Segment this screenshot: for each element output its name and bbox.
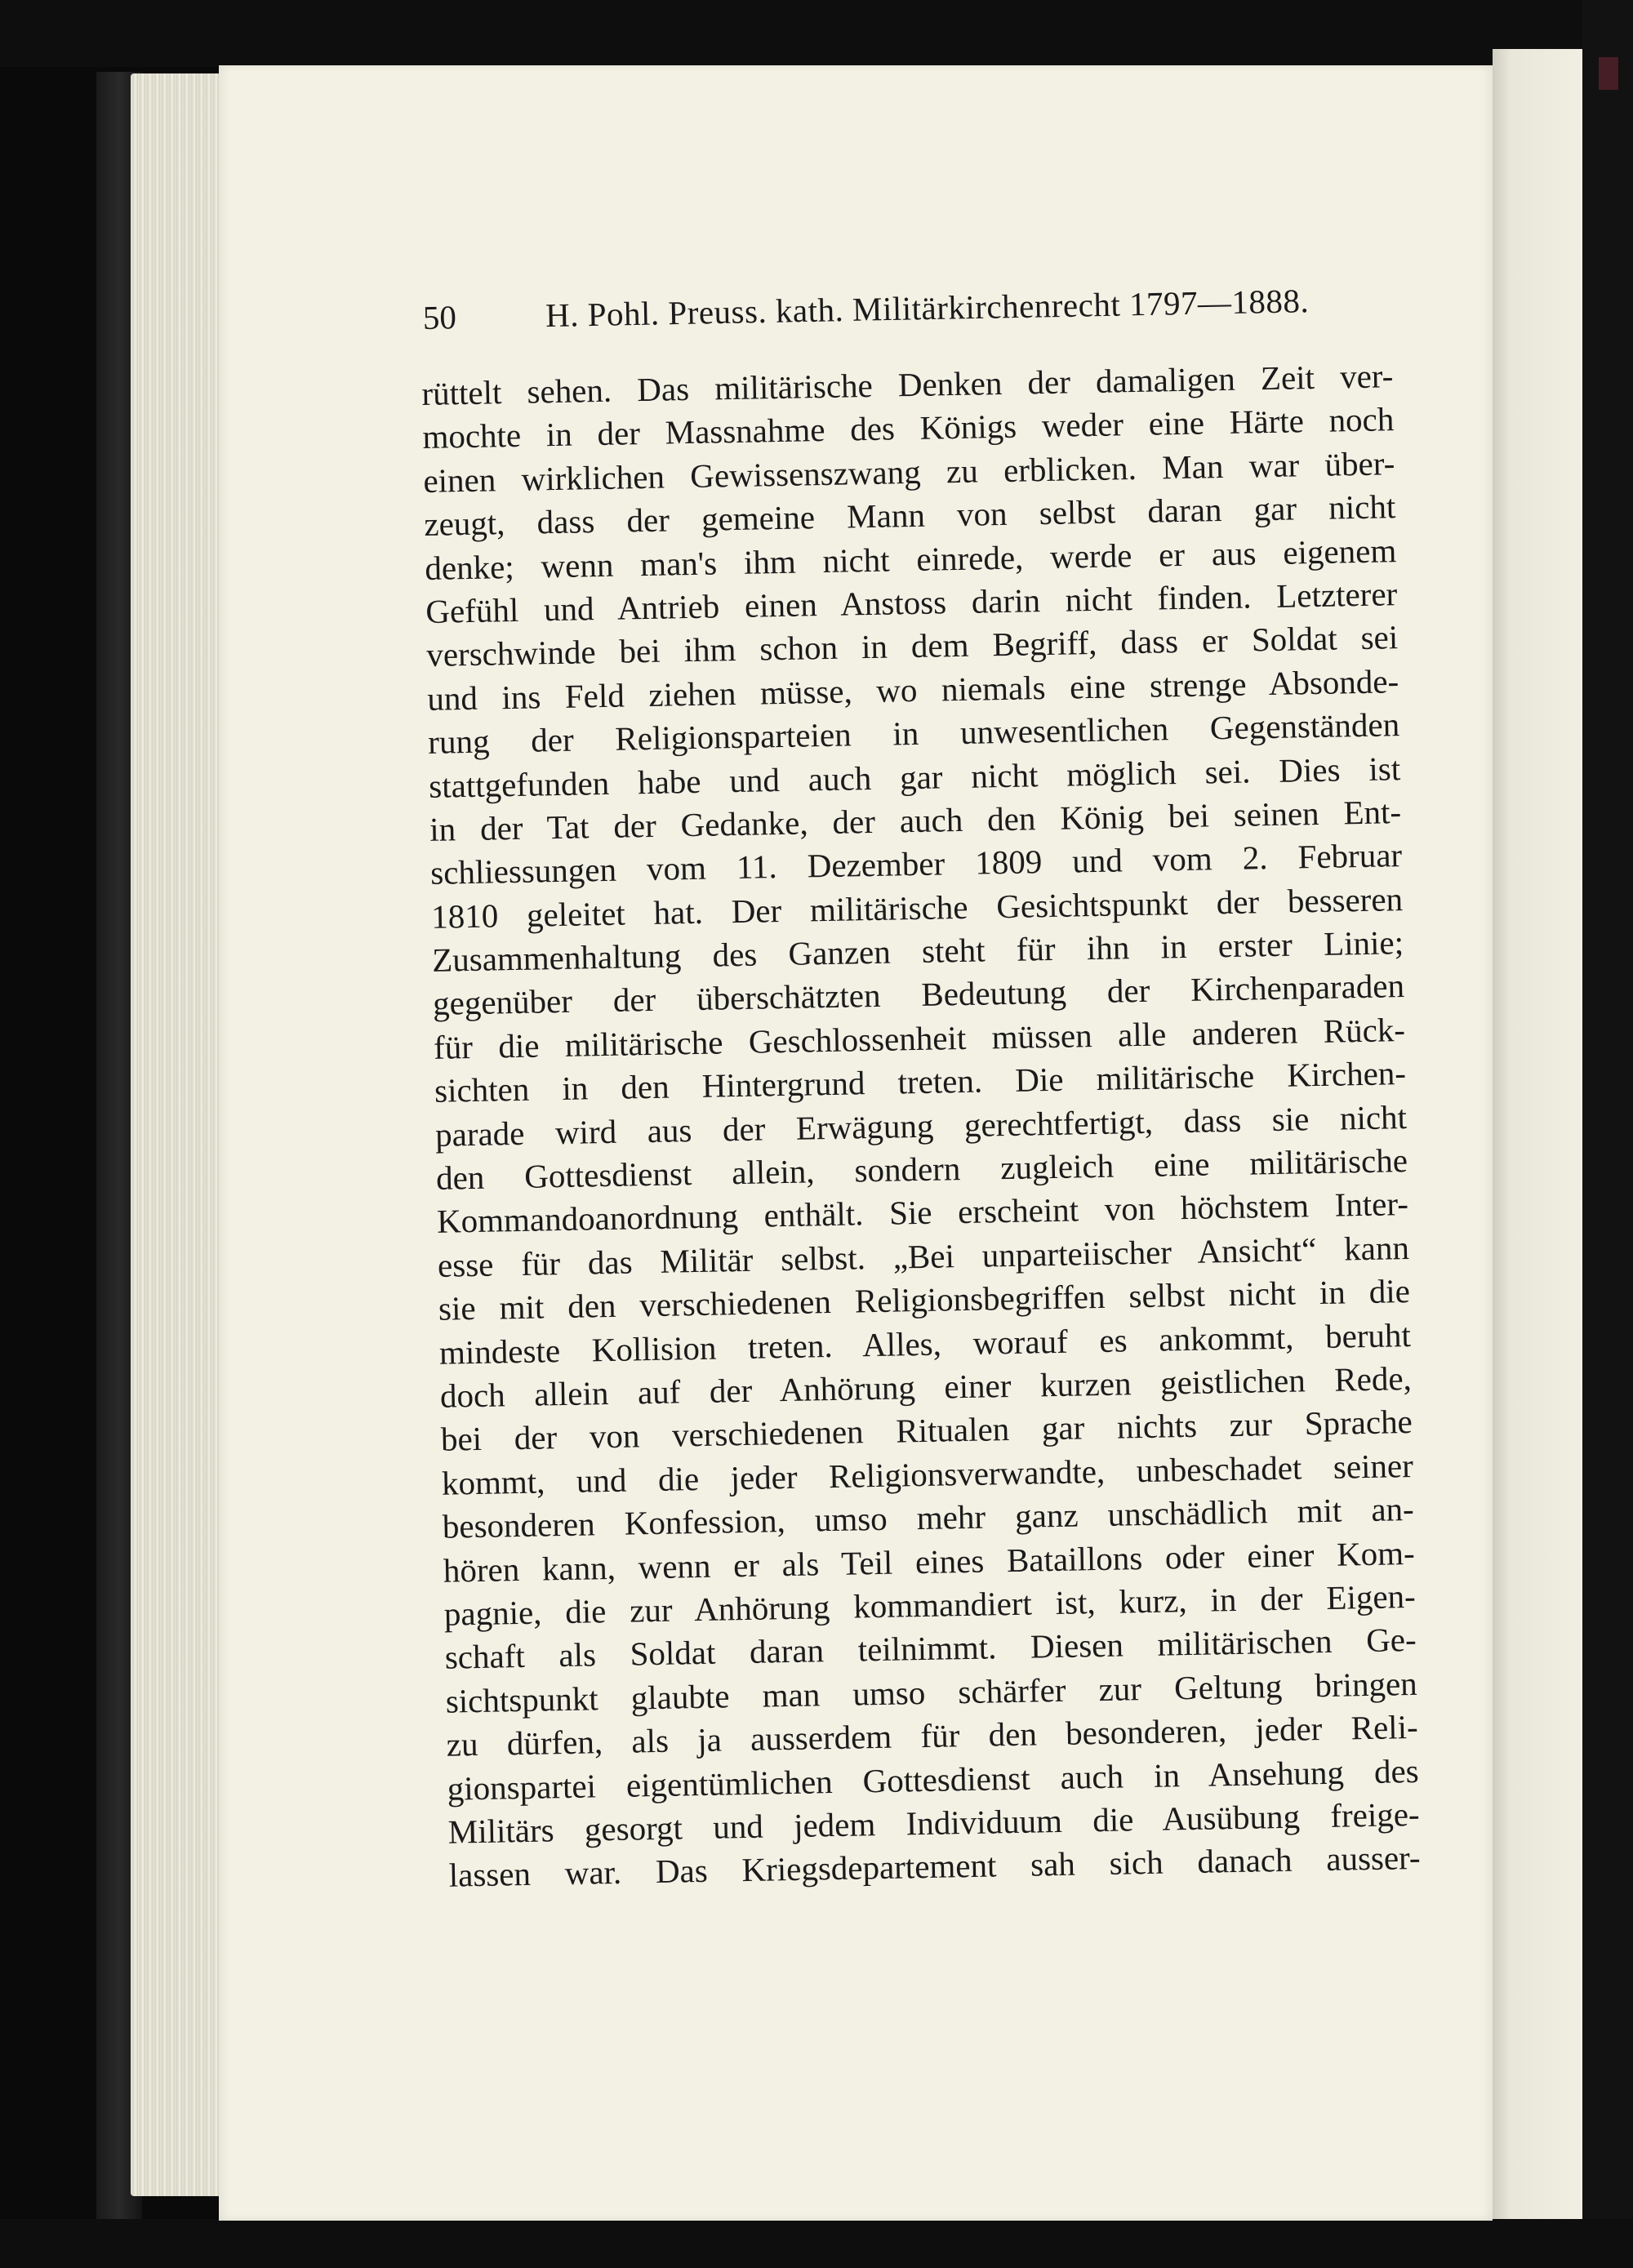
text-line: schaft als Soldat daran teilnimmt. Diesen militärischen Ge- <box>444 1621 1417 1677</box>
text-line: gionspartei eigentümlichen Gottesdienst auch in Ansehung des <box>447 1751 1420 1808</box>
text-line: für die militärische Geschlossenheit müssen alle anderen Rück- <box>433 1010 1406 1066</box>
text-line: stattgefunden habe und auch gar nicht möglich sei. Dies ist <box>428 749 1401 805</box>
text-line: Gefühl und Antrieb einen Anstoss darin nicht finden. Letzterer <box>425 575 1398 630</box>
text-line: lassen war. Das Kriegsdepartement sah sich danach ausser- <box>448 1839 1421 1894</box>
text-line: esse für das Militär selbst. „Bei unparteiischer Ansicht“ kann <box>437 1228 1410 1284</box>
text-line: zu dürfen, als ja ausserdem für den besonderen, jeder Reli- <box>446 1708 1419 1763</box>
header-title: H. Pohl. Preuss. kath. Militärkirchenrecht 1797—1888. <box>545 282 1310 335</box>
text-line: doch allein auf der Anhörung einer kurzen geistlichen Rede, <box>439 1359 1413 1415</box>
text-line: kommt, und die jeder Religionsverwandte, unbeschadet seiner <box>441 1446 1414 1502</box>
text-line: schliessungen vom 11. Dezember 1809 und vom 2. Februar <box>429 836 1403 892</box>
scan-background-top <box>0 0 1633 67</box>
text-line: mochte in der Massnahme des Königs weder eine Härte noch <box>422 400 1395 456</box>
text-line: sichtspunkt glaubte man umso schärfer zur Geltung bringen <box>445 1664 1418 1720</box>
bookmark-ribbon <box>1599 57 1618 90</box>
text-line: sichten in den Hintergrund treten. Die militärische Kirchen- <box>434 1054 1407 1110</box>
text-line: sie mit den verschiedenen Religionsbegriffen selbst nicht in die <box>438 1272 1411 1328</box>
text-line: mindeste Kollision treten. Alles, worauf es ankommt, beruht <box>438 1315 1412 1372</box>
text-line: Zusammenhaltung des Ganzen steht für ihn in erster Linie; <box>431 923 1404 979</box>
text-line: und ins Feld ziehen müsse, wo niemals eine strenge Absonde- <box>426 661 1399 718</box>
text-line: verschwinde bei ihm schon in dem Begriff, dass er Soldat sei <box>425 618 1399 674</box>
text-line: den Gottesdienst allein, sondern zugleich eine militärische <box>435 1141 1408 1197</box>
next-page-edge <box>1493 49 1582 2221</box>
body-text <box>421 354 1421 1897</box>
text-line: rung der Religionsparteien in unwesentlichen Gegenständen <box>427 705 1400 762</box>
text-line: denke; wenn man's ihm nicht einrede, werde er aus eigenem <box>424 531 1397 587</box>
text-line: parade wird aus der Erwägung gerechtfertigt, dass sie nicht <box>434 1097 1408 1154</box>
text-line: pagnie, die zur Anhörung kommandiert ist, kurz, in der Eigen- <box>443 1576 1417 1633</box>
text-line: in der Tat der Gedanke, der auch den König bei seinen Ent- <box>429 793 1402 848</box>
scan-background-bottom <box>0 2219 1633 2268</box>
scan-background-right <box>1582 0 1633 2268</box>
text-line: hören kann, wenn er als Teil eines Bataillons oder einer Kom- <box>443 1533 1416 1590</box>
page-number: 50 <box>422 298 457 336</box>
text-line: Kommandoanordnung enthält. Sie erscheint von höchstem Inter- <box>436 1185 1409 1241</box>
page-edges <box>131 73 229 2196</box>
text-line: 1810 geleitet hat. Der militärische Gesichtspunkt der besseren <box>430 879 1404 936</box>
text-line: bei der von verschiedenen Ritualen gar nichts zur Sprache <box>440 1403 1413 1459</box>
text-line: gegenüber der überschätzten Bedeutung der Kirchenparaden <box>432 967 1405 1023</box>
text-line: besonderen Konfession, umso mehr ganz unschädlich mit an- <box>442 1490 1415 1545</box>
text-line: zeugt, dass der gemeine Mann von selbst daran gar nicht <box>423 487 1396 544</box>
text-line: Militärs gesorgt und jedem Individuum die Ausübung freige- <box>447 1794 1420 1851</box>
text-line: einen wirklichen Gewissenszwang zu erblicken. Man war über- <box>423 443 1395 500</box>
text-line: rüttelt sehen. Das militärische Denken der damaligen Zeit ver- <box>421 357 1394 412</box>
